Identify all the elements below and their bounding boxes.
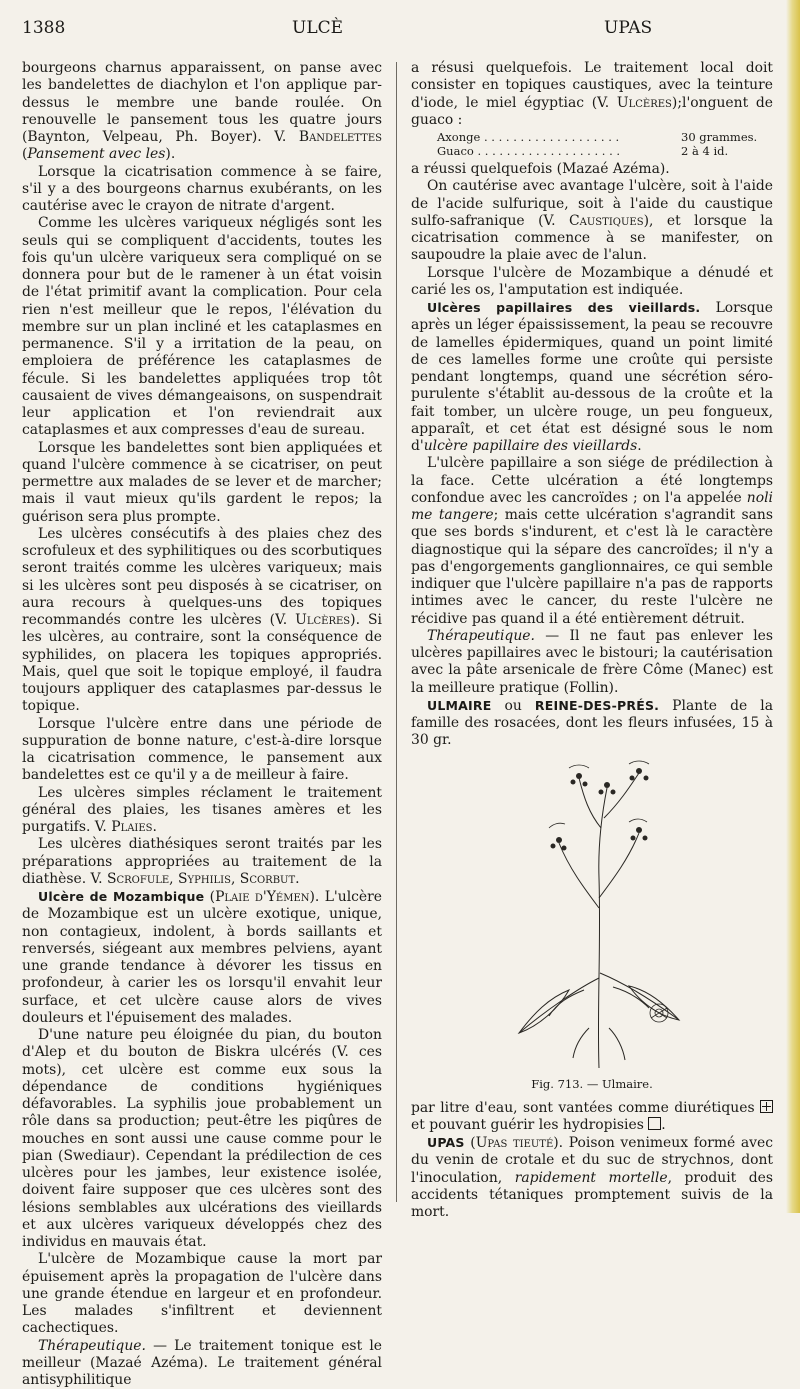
entry-heading: UPAS: [427, 1135, 465, 1150]
page-number: 1388: [22, 18, 65, 38]
paragraph: bourgeons charnus apparaissent, on panse avec les bandelettes de diachylon et l'on applique par-dessus le membre une bande roulée. On renouvelle le pansement tous les quatre jours (Baynton, Velpeau, Ph. Boyer). V. Bandelettes (Pansement avec les).: [22, 60, 382, 164]
page-edge: [786, 0, 800, 1213]
paragraph: Lorsque l'ulcère entre dans une période de suppuration de bonne nature, c'est-à-dire lorsque la cicatrisation commence, le pansement aux bandelettes est ce qu'il y a de meilleur à faire.: [22, 716, 382, 785]
diuretic-symbol-icon: [760, 1100, 773, 1113]
figure-ulmaire: [411, 758, 773, 1096]
running-header: [22, 18, 766, 44]
right-column: [411, 60, 773, 1221]
cross-reference[interactable]: Bandelettes: [299, 129, 382, 145]
entry-heading: ULMAIRE: [427, 698, 491, 713]
empty-box-symbol-icon: [648, 1117, 661, 1130]
paragraph: Lorsque la cicatrisation commence à se faire, s'il y a des bourgeons charnus exubérants, on les cautérise avec le crayon de nitrate d'argent.: [22, 164, 382, 216]
formula-row: Guaco . . . . . . . . . . . . . . . . . . . . 2 à 4 id.: [437, 144, 773, 158]
ulmaire-illustration-icon: [489, 758, 699, 1070]
formula: [437, 130, 773, 158]
entry-mozambique: Ulcère de Mozambique (Plaie d'Yémen). L'ulcère de Mozambique est un ulcère exotique, unique, non contagieux, indolent, à bords saillants et renversés, siégeant aux membres pelviens, ayant une grande tendance à dévorer les tissus en profondeur, à carier les os lorsqu'il envahit leur surface, et cet ulcère cause alors de vives douleurs et l'épuisement des malades.: [22, 888, 382, 1027]
cross-reference[interactable]: Plaies: [111, 819, 152, 835]
figure-caption: Fig. 713. — Ulmaire.: [411, 1076, 773, 1093]
cross-reference[interactable]: Ulcères: [295, 612, 350, 628]
paragraph: Comme les ulcères variqueux négligés sont les seuls qui se compliquent d'accidents, toutes les fois qu'un ulcère variqueux sera compliqué on se donnera pour but de le ramener à un état voisin de l'état primitif avant la complication. Pour cela rien n'est meilleur que le repos, l'élévation du membre sur un plan incliné et les cataplasmes en permanence. S'il y a irritation de la peau, on emploiera de préférence les cataplasmes de fécule. Si les bandelettes appliquées trop tôt causaient de vives démangeaisons, on suspendrait leur application et l'on reviendrait aux cataplasmes et aux compresses d'eau de sureau.: [22, 215, 382, 439]
formula-row: Axonge . . . . . . . . . . . . . . . . . . . 30 grammes.: [437, 130, 773, 144]
paragraph: Lorsque les bandelettes sont bien appliquées et quand l'ulcère commence à se cicatriser, on peut permettre aux malades de se lever et de marcher; mais il vaut mieux qu'ils gardent le repos; la guérison sera plus prompte.: [22, 440, 382, 526]
paragraph: par litre d'eau, sont vantées comme diurétiques et pouvant guérir les hydropisies .: [411, 1100, 773, 1135]
column-divider: [396, 62, 397, 1202]
paragraph: Les ulcères diathésiques seront traités par les préparations appropriées au traitement de la diathèse. V. Scrofule, Syphilis, Scorbut.: [22, 836, 382, 888]
entry-heading: Ulcère de Mozambique: [38, 889, 204, 904]
left-column: [22, 60, 382, 1389]
paragraph: On cautérise avec avantage l'ulcère, soit à l'aide de l'acide sulfurique, soit à l'aide du caustique sulfo-safranique (V. Caustiques), et lorsque la cicatrisation commence à se manifester, on saupoudre la plaie avec de l'alun.: [411, 178, 773, 264]
paragraph: Les ulcères consécutifs à des plaies chez des scrofuleux et des syphilitiques ou des scorbutiques seront traités comme les ulcères variqueux; mais si les ulcères sont peu disposés à se cicatriser, on aura recours à quelques-uns des topiques recommandés contre les ulcères (V. Ulcères). Si les ulcères, au contraire, sont la conséquence de syphilides, on placera les topiques appropriés. Mais, quel que soit le topique employé, il faudra toujours appliquer des cataplasmes par-dessus le topique.: [22, 526, 382, 716]
paragraph: Lorsque l'ulcère de Mozambique a dénudé et carié les os, l'amputation est indiquée.: [411, 265, 773, 300]
paragraph: a résusi quelquefois. Le traitement local doit consister en topiques caustiques, avec la teinture d'iode, le miel égyptiac (V. Ulcères);l'onguent de guaco :: [411, 60, 773, 129]
paragraph: Les ulcères simples réclament le traitement général des plaies, les tisanes amères et les purgatifs. V. Plaies.: [22, 785, 382, 837]
paragraph: Thérapeutique. — Le traitement tonique est le meilleur (Mazaé Azéma). Le traitement général antisyphilitique: [22, 1338, 382, 1389]
paragraph: L'ulcère de Mozambique cause la mort par épuisement après la propagation de l'ulcère dans une grande étendue en largeur et en profondeur. Les malades s'infiltrent et deviennent cachectiques.: [22, 1251, 382, 1337]
left-running-head: ULCÈ: [292, 18, 343, 38]
entry-heading: Ulcères papillaires des vieillards.: [427, 300, 700, 315]
paragraph: D'une nature peu éloignée du pian, du bouton d'Alep et du bouton de Biskra ulcérés (V. ces mots), cet ulcère est comme eux sous la dépendance de conditions hygiéniques défavorables. La syphilis joue probablement un rôle dans sa production; peut-être les piqûres de mouches en sont aussi une cause comme pour le pian (Swediaur). Cependant la prédilection de ces ulcères pour les jambes, leur existence isolée, doivent faire supposer que ces ulcères sont des lésions semblables aux ulcérations des vieillards et aux ulcères variqueux développés chez des individus en mauvais état.: [22, 1027, 382, 1251]
cross-reference[interactable]: Ulcères: [617, 95, 672, 111]
entry-ulceres-papillaires: Ulcères papillaires des vieillards. Lorsque après un léger épaississement, la peau se recouvre de lamelles épidermiques, quand un point limité de ces lamelles forme une croûte qui persiste pendant longtemps, quand une sécrétion séro-purulente s'établit au-dessous de la croûte et la fait tomber, un ulcère rouge, un peu fongueux, apparaît, et cet état est désigné sous le nom d'ulcère papillaire des vieillards.: [411, 299, 773, 455]
right-running-head: UPAS: [604, 18, 652, 38]
paragraph: L'ulcère papillaire a son siége de prédilection à la face. Cette ulcération a été longtemps confondue avec les cancroïdes ; on l'a appelée noli me tangere; mais cette ulcération s'agrandit sans que ses bords s'indurent, et c'est là le caractère diagnostique qui la sépare des cancroïdes; il n'y a pas d'engorgements ganglionnaires, ce qui semble indiquer que l'ulcère papillaire n'a pas de rapports intimes avec le cancer, du reste l'ulcère ne récidive pas quand il a été entièrement détruit.: [411, 455, 773, 628]
entry-upas: UPAS (Upas tieuté). Poison venimeux formé avec du venin de crotale et du suc de strychnos, dont l'inoculation, rapidement mortelle, produit des accidents tétaniques promptement suivis de la mort.: [411, 1134, 773, 1221]
paragraph: Thérapeutique. — Il ne faut pas enlever les ulcères papillaires avec le bistouri; la cautérisation avec la pâte arsenicale de frère Côme (Manec) est la meilleure pratique (Follin).: [411, 628, 773, 697]
cross-reference[interactable]: Caustiques: [569, 213, 644, 229]
paragraph: a réussi quelquefois (Mazaé Azéma).: [411, 161, 773, 178]
entry-ulmaire: ULMAIRE ou REINE-DES-PRÉS. Plante de la famille des rosacées, dont les fleurs infusées, 15 à 30 gr.: [411, 697, 773, 750]
cross-reference[interactable]: Scrofule, Syphilis, Scorbut: [107, 871, 295, 887]
